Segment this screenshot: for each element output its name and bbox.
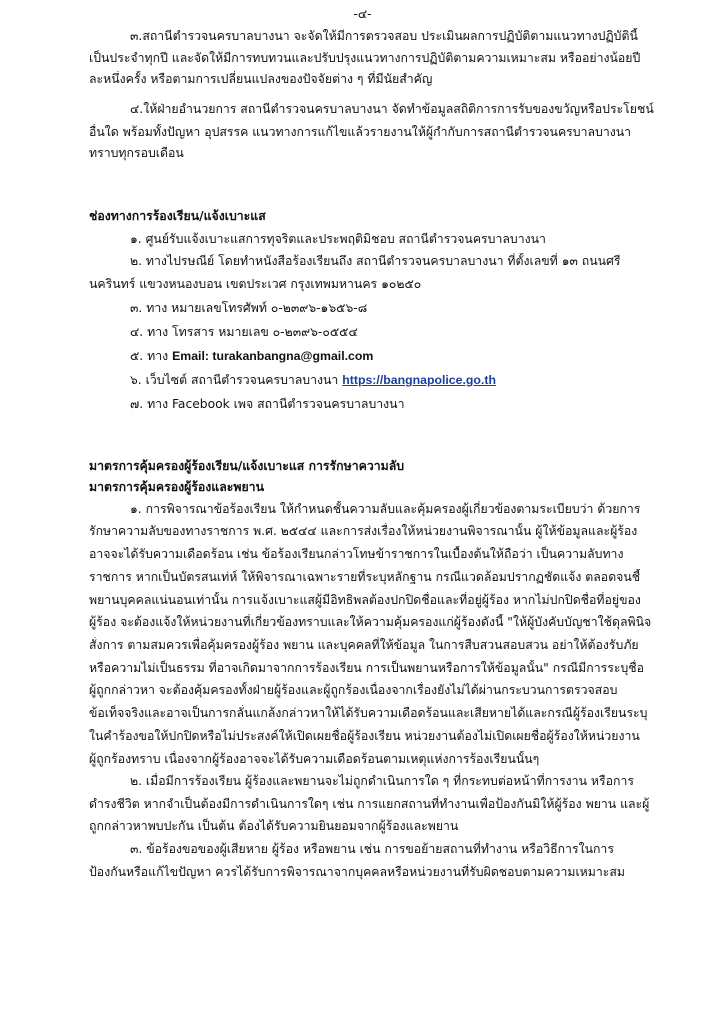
channel-item: ๑. ศูนย์รับแจ้งเบาะแสการทุจริตและประพฤติมิชอบ สถานีตำรวจนครบาลบางนา: [130, 232, 546, 246]
paragraph-line: ผู้ถูกกล่าวหา จะต้องคุ้มครองทั้งฝ่ายผู้ร้องและผู้ถูกร้องเนื่องจากเรื่องยังไม่ได้ผ่านกระบวนการตรวจสอบ: [89, 683, 618, 697]
page-number: -๔-: [353, 7, 372, 21]
paragraph-line: ทราบทุกรอบเดือน: [89, 146, 184, 160]
channel-item-email: [0, 348, 725, 364]
website-label: ๖. เว็บไซต์ สถานีตำรวจนครบาลบางนา: [130, 373, 343, 387]
paragraph-line: ในคำร้องขอให้ปกปิดหรือไม่ประสงค์ให้เปิดเผยชื่อผู้ร้องเรียน หน่วยงานต้องไม่เปิดเผยชื่อผู้ร้องให้หน่วยงาน: [89, 729, 640, 743]
paragraph-line: ๓.สถานีตำรวจนครบาลบางนา จะจัดให้มีการตรวจสอบ ประเมินผลการปฏิบัติตามแนวทางปฏิบัตินี้: [130, 29, 638, 43]
paragraph-line: เป็นประจำทุกปี และจัดให้มีการทบทวนและปรับปรุงแนวทางการปฏิบัติตามความเหมาะสม หรืออย่างน้อยปี: [89, 51, 641, 65]
paragraph-line: ละหนึ่งครั้ง หรือตามการเปลี่ยนแปลงของปัจจัยต่าง ๆ ที่มีนัยสำคัญ: [89, 72, 433, 86]
paragraph-line: สั่งการ ตามสมควรเพื่อคุ้มครองผู้ร้อง พยาน และบุคคลที่ให้ข้อมูล ในการสืบสวนสอบสวน อย่าให้ต้องรับภัย: [89, 638, 639, 652]
channel-item: ๓. ทาง หมายเลขโทรศัพท์ ๐-๒๓๙๖-๑๖๕๖-๘: [130, 301, 368, 315]
paragraph-line: อาจจะได้รับความเดือดร้อน เช่น ข้อร้องเรียนกล่าวโทษข้าราชการในเบื้องต้นให้ถือว่า เป็นความลับทาง: [89, 547, 624, 561]
paragraph-line: ๔.ให้ฝ่ายอำนวยการ สถานีตำรวจนครบาลบางนา จัดทำข้อมูลสถิติการการรับของขวัญหรือประโยชน์: [130, 102, 654, 116]
website-link[interactable]: https://bangnapolice.go.th: [342, 373, 496, 387]
email-address: Email: turakanbangna@gmail.com: [172, 349, 374, 363]
channel-item: ๔. ทาง โทรสาร หมายเลข ๐-๒๓๙๖-๐๕๕๔: [130, 325, 358, 339]
paragraph-line: อื่นใด พร้อมทั้งปัญหา อุปสรรค แนวทางการแก้ไขแล้วรายงานให้ผู้กำกับการสถานีตำรวจนครบาลบางนา: [89, 125, 632, 139]
protection-heading: มาตรการคุ้มครองผู้ร้องเรียน/แจ้งเบาะแส การรักษาความลับ: [89, 459, 405, 473]
paragraph-line: ผู้ถูกร้องทราบ เนื่องจากผู้ร้องอาจจะได้รับความเดือดร้อนตามเหตุแห่งการร้องเรียนนั้นๆ: [89, 752, 540, 766]
paragraph-line: ๒. เมื่อมีการร้องเรียน ผู้ร้องและพยานจะไม่ถูกดำเนินการใด ๆ ที่กระทบต่อหน้าที่การงาน หรือการ: [130, 774, 634, 788]
paragraph-line: ป้องกันหรือแก้ไขปัญหา ควรได้รับการพิจารณาจากบุคคลหรือหน่วยงานที่รับผิดชอบตามความเหมาะสม: [89, 865, 626, 879]
paragraph-line: ราชการ หากเป็นบัตรสนเท่ห์ ให้พิจารณาเฉพาะรายที่ระบุหลักฐาน กรณีแวดล้อมปรากฏชัดแจ้ง ตลอดจนชี้: [89, 570, 641, 584]
paragraph-line: ผู้ร้อง จะต้องแจ้งให้หน่วยงานที่เกี่ยวข้องทราบและให้ความคุ้มครองแก่ผู้ร้องดังนี้ "ให้ผู้บังคับบัญชาใช้ดุลพินิจ: [89, 615, 652, 629]
paragraph-line: ข้อเท็จจริงและอาจเป็นการกลั่นแกล้งกล่าวหาให้ได้รับความเดือดร้อนและเสียหายได้และกรณีผู้ร้องเรียนระบุ: [89, 706, 648, 720]
paragraph-line: ถูกกล่าวหาพบปะกัน เป็นต้น ต้องได้รับความยินยอมจากผู้ร้องและพยาน: [89, 819, 459, 833]
channel-item: ๒. ทางไปรษณีย์ โดยทำหนังสือร้องเรียนถึง สถานีตำรวจนครบาลบางนา ที่ตั้งเลขที่ ๑๓ ถนนศรี: [130, 254, 621, 268]
paragraph-line: หรือความไม่เป็นธรรม ที่อาจเกิดมาจากการร้องเรียน การเป็นพยานหรือการให้ข้อมูลนั้น" กรณีมีการระบุชื่อ: [89, 661, 644, 675]
channel-item: ๗. ทาง Facebook เพจ สถานีตำรวจนครบาลบางนา: [130, 397, 405, 411]
channel-item-website: [0, 372, 725, 388]
paragraph-line: พยานบุคคลแน่นอนเท่านั้น การแจ้งเบาะแสผู้มีอิทธิพลต้องปกปิดชื่อและที่อยู่ผู้ร้อง หากไม่ปกปิดชื่อที่อยู่ของ: [89, 593, 641, 607]
paragraph-line: ๓. ข้อร้องขอของผู้เสียหาย ผู้ร้อง หรือพยาน เช่น การขอย้ายสถานที่ทำงาน หรือวิธีการในการ: [130, 842, 614, 856]
channel-item: นครินทร์ แขวงหนองบอน เขตประเวศ กรุงเทพมหานคร ๑๐๒๕๐: [89, 277, 422, 291]
paragraph-line: ดำรงชีวิต หากจำเป็นต้องมีการดำเนินการใดๆ เช่น การแยกสถานที่ทำงานเพื่อป้องกันมิให้ผู้ร้อง พยาน และผู้: [89, 797, 650, 811]
paragraph-line: ๑. การพิจารณาข้อร้องเรียน ให้กำหนดชั้นความลับและคุ้มครองผู้เกี่ยวข้องตามระเบียบว่า ด้วยการ: [130, 502, 641, 516]
protection-subheading: มาตรการคุ้มครองผู้ร้องและพยาน: [89, 480, 264, 494]
email-label: ๕. ทาง: [130, 349, 173, 363]
channels-heading: ช่องทางการร้องเรียน/แจ้งเบาะแส: [89, 209, 266, 223]
paragraph-line: รักษาความลับของทางราชการ พ.ศ. ๒๕๔๔ และการส่งเรื่องให้หน่วยงานพิจารณานั้น ผู้ให้ข้อมูลและผู้ร้อง: [89, 524, 638, 538]
